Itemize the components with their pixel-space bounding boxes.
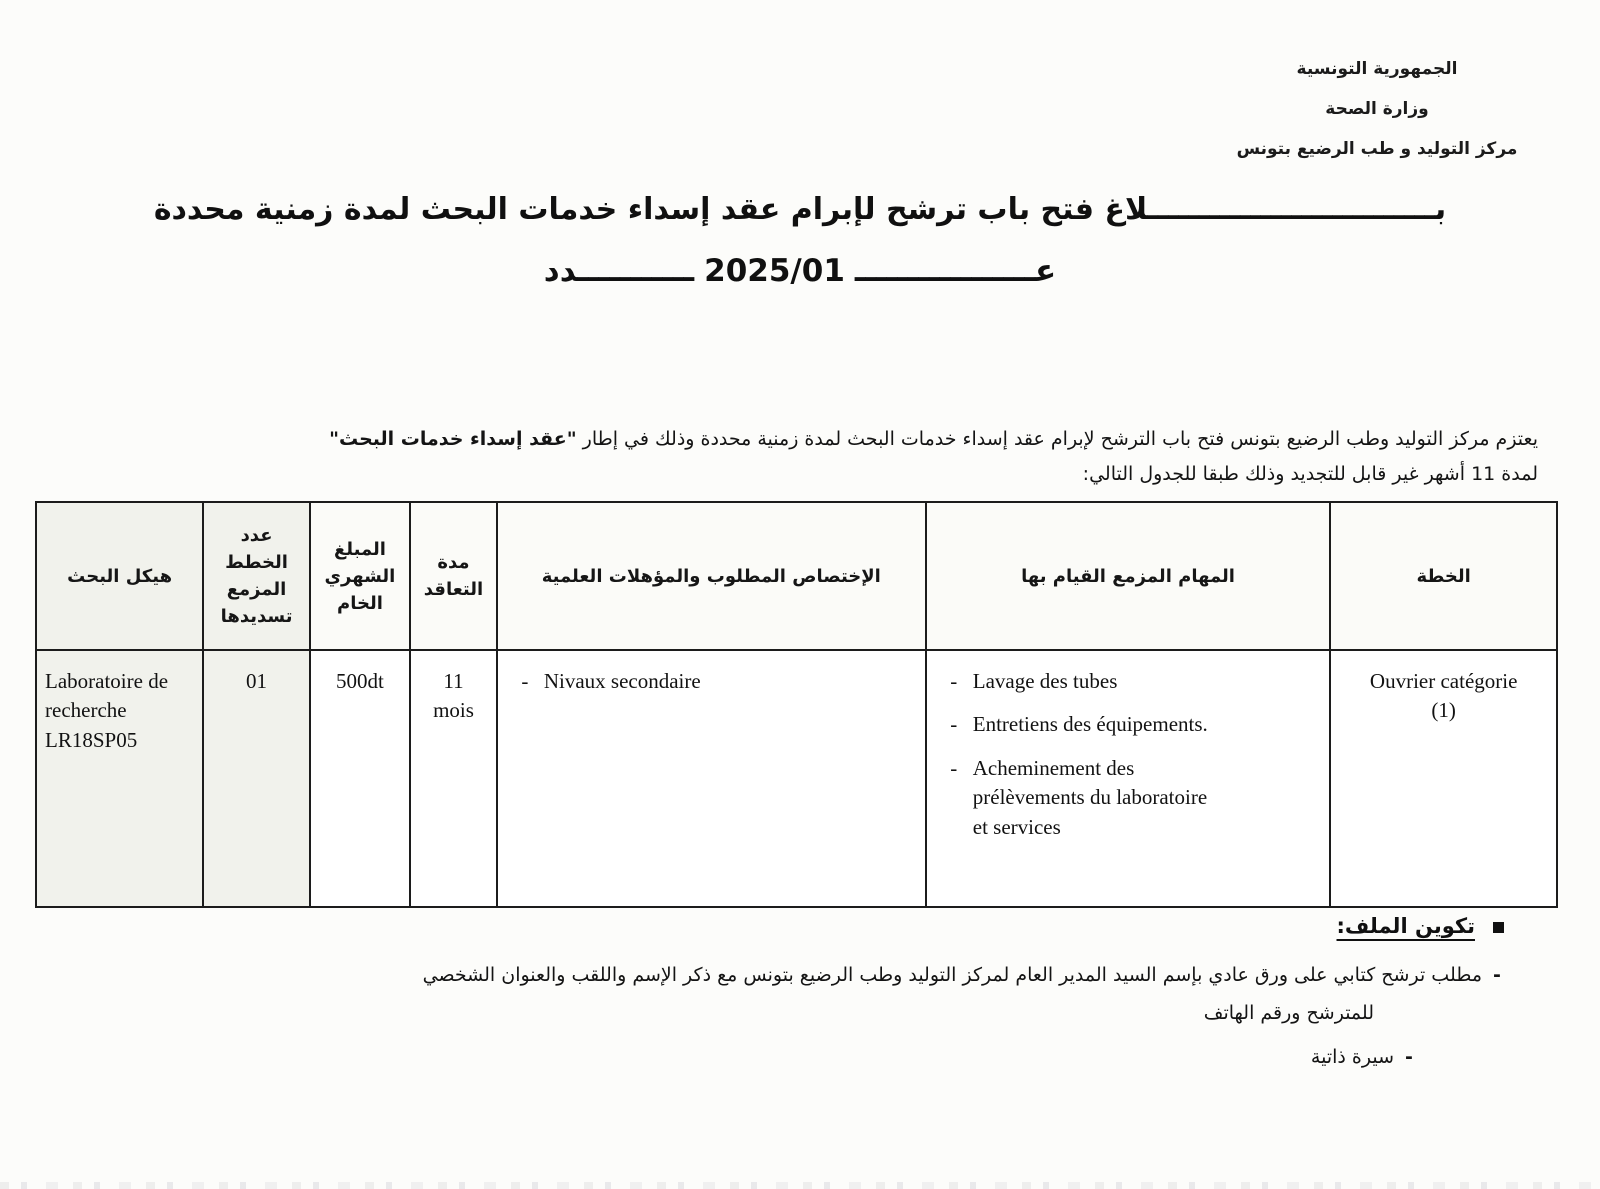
intro-line1 (60, 422, 1538, 457)
header-required-specialty: الإختصاص المطلوب والمؤهلات العلمية (497, 502, 926, 650)
cell-contract-duration (410, 650, 497, 907)
intro-line1-bold: "عقد إسداء خدمات البحث" (329, 428, 577, 450)
file-item-text (423, 956, 1482, 1032)
task-item (935, 667, 1322, 696)
duration-unit: mois (433, 698, 474, 723)
file-item-line1: مطلب ترشح كتابي على ورق عادي بإسم السيد المدير العام لمركز التوليد وطب الرضيع بتونس مع ذكر الإسم واللقب والعنوان الشخصي (422, 964, 1482, 986)
cell-planned-tasks (926, 650, 1331, 907)
task-item (935, 710, 1322, 739)
recruitment-table (35, 501, 1558, 908)
specialty-text: Nivaux secondaire (543, 669, 701, 693)
dash-marker: - (521, 669, 529, 693)
announcement-number-line (0, 253, 1600, 289)
cell-gross-monthly-salary: 500dt (310, 650, 410, 907)
dash-marker: - (950, 712, 958, 737)
task-text: Acheminement des prélèvements du laboratoire et services (972, 755, 1208, 839)
file-item-text: سيرة ذاتية (1310, 1046, 1394, 1068)
cell-research-structure: Laboratoire de recherche LR18SP05 (36, 650, 203, 907)
task-text: Entretiens des équipements. (972, 712, 1208, 737)
number-word-suffix: ـــــــــــدد (543, 253, 695, 289)
header-gross-monthly-salary: المبلغ الشهري الخام (310, 502, 410, 650)
position-category: (1) (1431, 698, 1456, 723)
file-item-line2: للمترشح ورقم الهاتف (1203, 1002, 1374, 1024)
table-header-row (36, 502, 1557, 650)
file-item-application-request (62, 956, 1512, 1032)
table-data-row (36, 650, 1557, 907)
header-contract-duration: مدة التعاقد (410, 502, 497, 650)
position-name: Ouvrier catégorie (1369, 669, 1518, 693)
header-research-structure: هيكل البحث (36, 502, 203, 650)
header-planned-tasks: المهام المزمع القيام بها (926, 502, 1331, 650)
cell-posts-count: 01 (203, 650, 309, 907)
dash-marker: - (950, 669, 958, 693)
cutoff-text-line (0, 1182, 1600, 1189)
task-item (935, 754, 1322, 842)
header-position: الخطة (1330, 502, 1557, 650)
dash-marker: - (1493, 964, 1501, 986)
number-word-prefix: عـــــــــــــــــ (854, 253, 1057, 289)
letterhead-ministry: وزارة الصحة (1325, 98, 1429, 119)
letterhead-center: مركز التوليد و طب الرضيع بتونس (1236, 138, 1518, 159)
task-text: Lavage des tubes (972, 669, 1118, 693)
announcement-title-line1: بــــــــــــــــــــــــــــلاغ فتح باب ترشح لإبرام عقد إسداء خدمات البحث لمدة زمنية محددة (153, 192, 1447, 227)
cell-position (1330, 650, 1557, 907)
square-bullet-icon (1493, 922, 1504, 933)
file-composition-title: تكوين الملف: (1336, 914, 1475, 938)
letterhead-republic: الجمهورية التونسية (1296, 59, 1458, 79)
specialty-item (506, 667, 917, 696)
dash-marker: - (950, 755, 958, 780)
announcement-number: 2025/01 (704, 253, 845, 289)
dash-marker: - (1405, 1046, 1413, 1068)
header-posts-count: عدد الخطط المزمع تسديدها (203, 502, 309, 650)
file-item-cv (1311, 1038, 1424, 1076)
file-composition-heading (1337, 914, 1505, 938)
intro-line2: لمدة 11 أشهر غير قابل للتجديد وذلك طبقا للجدول التالي: (1082, 462, 1538, 485)
announcement-title (0, 192, 1600, 289)
cell-required-specialty (497, 650, 926, 907)
duration-value: 11 (443, 669, 464, 693)
letterhead (1212, 50, 1542, 170)
intro-line1-normal: يعتزم مركز التوليد وطب الرضيع بتونس فتح باب الترشح لإبرام عقد إسداء خدمات البحث لمدة زمنية محددة وذلك في إطار (576, 428, 1538, 450)
intro-paragraph (60, 422, 1538, 491)
